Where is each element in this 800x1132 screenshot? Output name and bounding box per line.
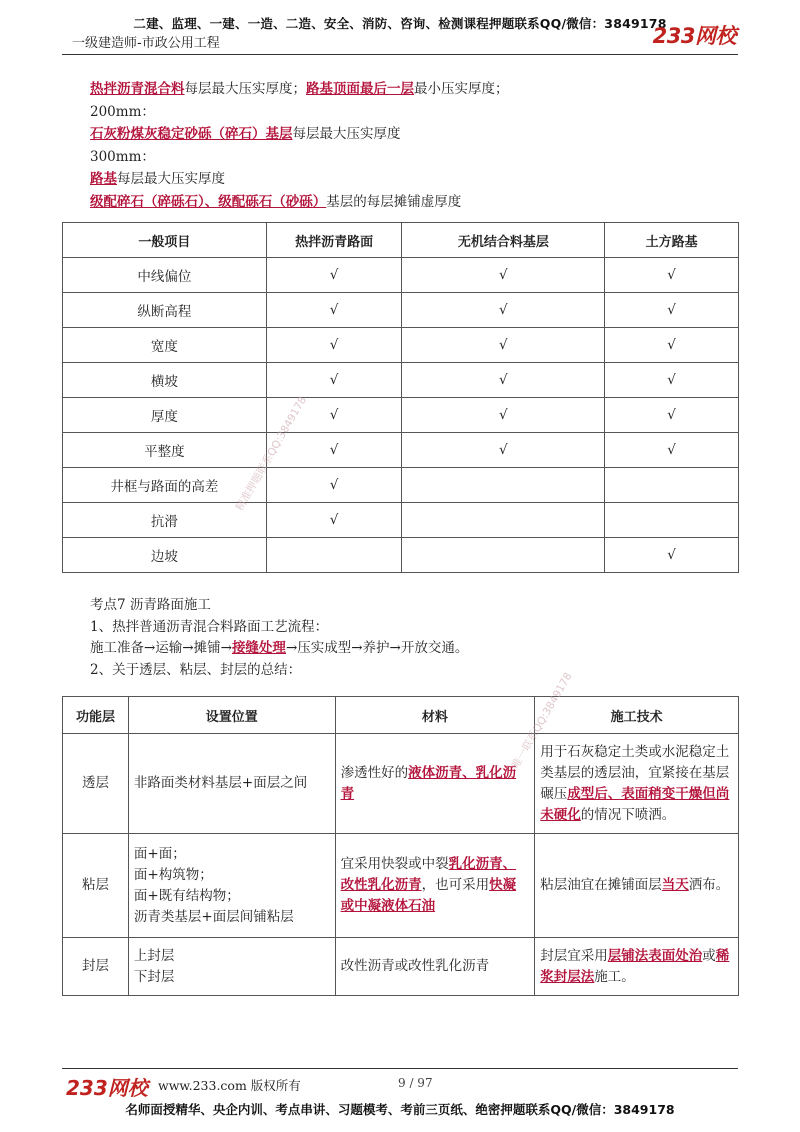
cell: √ [402, 328, 605, 363]
cell [128, 938, 335, 996]
table-row [63, 433, 739, 468]
highlight: 快凝或中凝液体石油 [340, 877, 517, 914]
cell: √ [605, 258, 739, 293]
text: 每层最大压实厚度； [184, 81, 306, 97]
intro-line-2: 200mm： [90, 103, 155, 120]
cell: 宽度 [63, 328, 267, 363]
col-header: 土方路基 [605, 223, 739, 258]
cell: √ [266, 328, 402, 363]
table-row [63, 258, 739, 293]
text: 用于石灰稳定土类或水泥稳定土类基层的透层油，宜紧接在基层碾压 [540, 743, 730, 802]
layer-summary-table [62, 696, 739, 996]
table-row [63, 293, 739, 328]
highlight: 液体沥青、乳化沥青 [340, 764, 517, 802]
cell: 透层 [63, 734, 129, 834]
text: 下封层 [133, 968, 175, 985]
cell: √ [605, 538, 739, 573]
text: 每层最大压实厚度 [292, 126, 401, 142]
text: 基层的每层摊铺虚厚度 [326, 193, 462, 210]
cell: 封层 [63, 938, 129, 996]
cell [335, 834, 535, 938]
text: 每层最大压实厚度 [117, 171, 225, 187]
header-contact: 二建、监理、一建、一造、二造、安全、消防、咨询、检测课程押题联系QQ/微信：3849178 [133, 16, 667, 31]
table-row [63, 328, 739, 363]
process-flow [90, 638, 468, 660]
table-header-row [63, 697, 739, 734]
text: 洒布。 [688, 877, 730, 893]
text: →压实成型→养护→开放交通。 [285, 640, 469, 656]
highlight: 乳化沥青、改性乳化沥青 [340, 856, 517, 893]
col-header: 材料 [335, 697, 535, 734]
cell: 厚度 [63, 398, 267, 433]
highlight: 当天 [661, 877, 689, 893]
intro-line-1 [90, 78, 509, 101]
section-p2: 2、关于透层、粘层、封层的总结： [90, 661, 302, 678]
cell: 纵断高程 [63, 293, 267, 328]
cell: 边坡 [63, 538, 267, 573]
col-header: 无机结合料基层 [402, 223, 605, 258]
cell: 平整度 [63, 433, 267, 468]
cell: 抗滑 [63, 503, 267, 538]
text: 上封层 [133, 947, 175, 964]
cell: √ [266, 433, 402, 468]
col-header: 设置位置 [128, 697, 335, 734]
cell [535, 834, 739, 938]
cell: √ [605, 363, 739, 398]
footer-logo[interactable]: 233网校 [66, 1076, 148, 1100]
page-number: 9 / 97 [398, 1076, 433, 1090]
table-row [63, 538, 739, 573]
cell [605, 468, 739, 503]
text: 沥青类基层+面层间铺粘层 [133, 908, 294, 925]
highlight: 稀浆封层法 [540, 947, 730, 985]
highlight: 成型后、表面稍变干燥但尚未硬化 [540, 785, 730, 823]
text: 面+既有结构物； [133, 887, 240, 904]
cell [535, 938, 739, 996]
intro-line-3 [90, 123, 509, 146]
table-row [63, 363, 739, 398]
footer-divider [62, 1068, 738, 1069]
intro-line-5 [90, 168, 509, 191]
text: 面+面； [133, 845, 186, 862]
cell: √ [266, 293, 402, 328]
text: 施工准备→运输→摊铺→ [90, 640, 232, 656]
cell [605, 503, 739, 538]
text: 封层宜采用 [540, 947, 608, 964]
cell: √ [605, 398, 739, 433]
cell: √ [402, 398, 605, 433]
col-header: 热拌沥青路面 [266, 223, 402, 258]
cell [266, 538, 402, 573]
highlight: 路基 [90, 171, 117, 187]
cell: 粘层 [63, 834, 129, 938]
cell: √ [402, 258, 605, 293]
cell: √ [266, 468, 402, 503]
highlight: 级配碎石（碎砾石）、级配砾石（砂砾） [90, 193, 327, 210]
cell: √ [402, 433, 605, 468]
text: 最小压实厚度； [414, 81, 509, 97]
table-header-row [63, 223, 739, 258]
text: 宜采用快裂或中裂 [340, 856, 449, 872]
cell: √ [266, 363, 402, 398]
text: 或 [702, 947, 716, 964]
text: 渗透性好的 [340, 764, 409, 781]
footer-site[interactable]: www.233.com 版权所有 [158, 1078, 301, 1093]
cell: 井框与路面的高差 [63, 468, 267, 503]
text: 粘层油宜在摊铺面层 [540, 877, 662, 893]
cell [128, 834, 335, 938]
text: 面+构筑物； [133, 866, 213, 883]
table-row [63, 734, 739, 834]
table-row [63, 834, 739, 938]
cell: 横坡 [63, 363, 267, 398]
cell: 非路面类材料基层+面层之间 [128, 734, 335, 834]
table-row [63, 938, 739, 996]
highlight: 层铺法表面处治 [607, 947, 703, 964]
cell: √ [402, 293, 605, 328]
highlight: 接缝处理 [231, 640, 286, 656]
cell: √ [266, 258, 402, 293]
cell: 中线偏位 [63, 258, 267, 293]
col-header: 功能层 [63, 697, 129, 734]
inspection-items-table [62, 222, 739, 573]
highlight: 石灰粉煤灰稳定砂砾（碎石）基层 [90, 126, 293, 142]
cell: √ [605, 328, 739, 363]
text: 施工。 [594, 968, 635, 985]
section-asphalt [90, 595, 468, 681]
table-row [63, 398, 739, 433]
section-title: 考点7 沥青路面施工 [90, 597, 211, 613]
watermark-2: 唯一联系QQ:3849178 [509, 670, 575, 771]
intro-line-6 [90, 191, 509, 214]
header-subtitle: 一级建造师-市政公用工程 [72, 36, 220, 51]
col-header: 一般项目 [63, 223, 267, 258]
cell [402, 538, 605, 573]
cell: 改性沥青或改性乳化沥青 [335, 938, 535, 996]
cell: √ [266, 398, 402, 433]
footer-contact: 名师面授精华、央企内训、考点串讲、习题模考、考前三页纸、绝密押题联系QQ/微信：3849178 [125, 1102, 675, 1117]
intro-block [90, 78, 509, 213]
header-divider [62, 54, 738, 55]
col-header: 施工技术 [535, 697, 739, 734]
cell [535, 734, 739, 834]
cell: √ [605, 433, 739, 468]
table-row [63, 503, 739, 538]
highlight: 热拌沥青混合料 [90, 81, 185, 97]
cell: √ [605, 293, 739, 328]
text: 的情况下喷洒。 [580, 806, 676, 823]
cell [402, 468, 605, 503]
intro-line-4: 300mm： [90, 148, 155, 165]
cell [402, 503, 605, 538]
cell: √ [402, 363, 605, 398]
highlight: 路基顶面最后一层 [306, 81, 414, 97]
brand-logo[interactable]: 233网校 [652, 24, 736, 48]
table-row [63, 468, 739, 503]
cell: √ [266, 503, 402, 538]
text: ，也可采用 [421, 877, 490, 893]
watermark-1: 精准押题联系QQ:3849178 [233, 394, 310, 513]
section-p1: 1、热拌普通沥青混合料路面工艺流程： [90, 618, 329, 635]
cell [335, 734, 535, 834]
